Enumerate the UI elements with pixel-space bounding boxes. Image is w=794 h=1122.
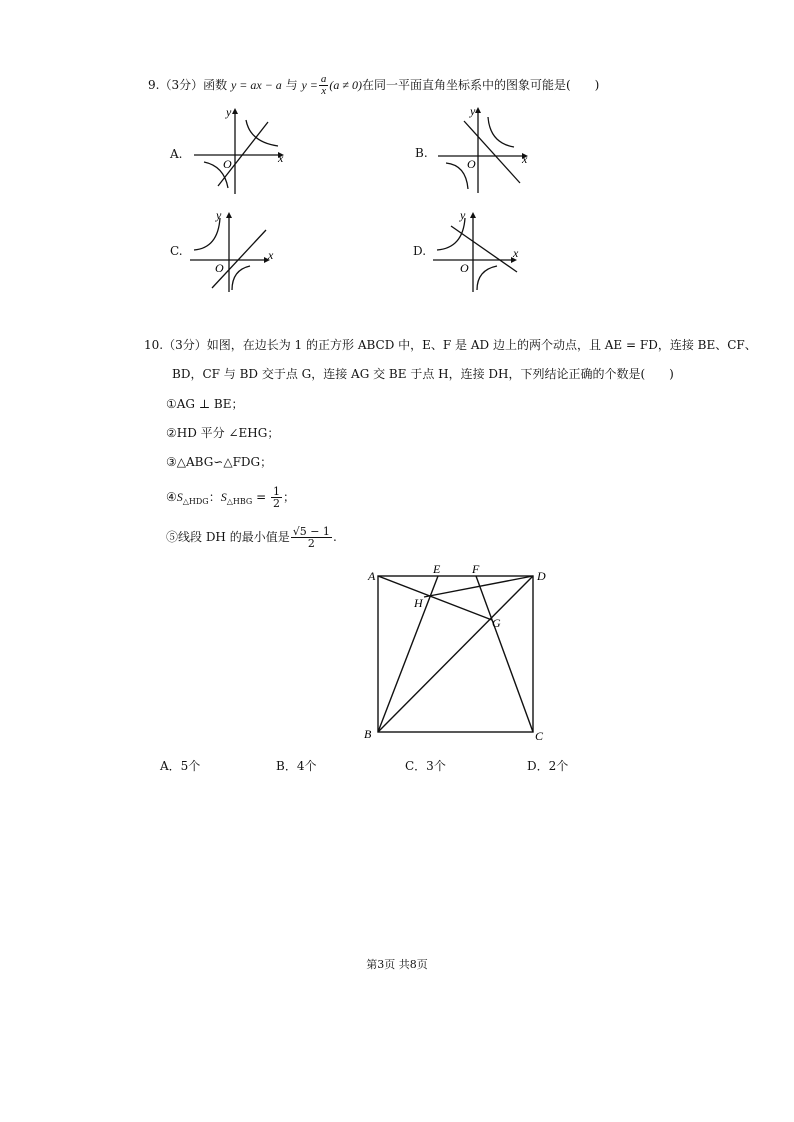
q10-label-a: A: [368, 569, 376, 583]
q10-answer-b[interactable]: B．4个: [276, 759, 317, 773]
q9-option-c-label[interactable]: C.: [170, 244, 183, 258]
q10-answer-d[interactable]: D．2个: [527, 759, 569, 773]
q9-d-origin: O: [460, 261, 469, 275]
q9-a-axis-x: x: [278, 151, 284, 165]
q9-function-1: y = ax − a: [230, 78, 282, 92]
q9-frac-num: a: [320, 73, 327, 85]
page-footer: 第3页 共8页: [366, 958, 428, 971]
q10-label-d: D: [537, 569, 546, 583]
q10-s4-area-b-sub: △HBG: [226, 497, 253, 506]
q10-s4-den: 2: [272, 497, 280, 510]
q9-option-b-graph[interactable]: [434, 105, 534, 197]
q9-option-b-label[interactable]: B.: [415, 146, 428, 160]
q9-b-axis-y: y: [470, 105, 476, 118]
q10-s5-end: .: [332, 530, 337, 544]
q10-answer-c[interactable]: C．3个: [405, 759, 446, 773]
q10-s5-prefix: ⑤线段 DH 的最小值是: [166, 530, 290, 544]
q10-statement-5: [166, 526, 337, 549]
q10-s4-area-a-sub: △HDG: [182, 497, 209, 506]
q10-statement-1: ①AG ⊥ BE；: [166, 397, 244, 411]
q10-answer-a[interactable]: A．5个: [160, 759, 201, 773]
q10-number: 10.: [144, 338, 164, 352]
q9-d-axis-x: x: [513, 246, 519, 260]
q9-option-d-graph[interactable]: [429, 204, 529, 296]
q10-s5-den: 2: [307, 537, 315, 550]
q10-label-h: H: [414, 596, 423, 610]
q10-statement-4: [166, 486, 295, 511]
q10-s4-prefix: ④: [166, 490, 177, 504]
q9-option-d-label[interactable]: D.: [413, 244, 427, 258]
q9-b-origin: O: [467, 157, 476, 171]
q10-s4-area-a: S: [176, 490, 183, 504]
q9-d-axis-y: y: [460, 208, 466, 222]
q9-condition: (a ≠ 0): [329, 78, 362, 92]
q10-s4-num: 1: [272, 485, 280, 498]
q9-number: 9.: [148, 78, 160, 92]
q10-s4-equals: =: [256, 490, 267, 504]
q10-line1: 如图，在边长为 1 的正方形 ABCD 中，E、F 是 AD 边上的两个动点，且 AE = FD，连接 BE、CF、: [206, 338, 757, 352]
q9-stem: [148, 74, 599, 97]
q10-stem-line-1: [144, 336, 757, 354]
q10-s4-area-b: S: [220, 490, 227, 504]
q10-s5-num: √5 − 1: [292, 525, 330, 538]
q10-statement-3: ③△ABG∽△FDG；: [166, 455, 273, 469]
q10-label-b: B: [364, 727, 372, 741]
q9-stem-suffix: 在同一平面直角坐标系中的图象可能是( ): [361, 78, 600, 92]
q9-a-origin: O: [223, 157, 232, 171]
q9-points: （3分）: [159, 78, 204, 92]
q10-statement-2: ②HD 平分 ∠EHG；: [166, 426, 280, 440]
q9-frac-den: x: [321, 85, 327, 97]
q9-option-c-graph[interactable]: [186, 204, 286, 296]
q9-stem-prefix: 函数: [203, 78, 228, 92]
q10-label-e: E: [433, 562, 441, 576]
q9-option-a-label[interactable]: A.: [170, 147, 183, 161]
q9-connector: 与: [285, 78, 298, 92]
q9-c-axis-x: x: [268, 248, 274, 262]
q10-label-g: G: [492, 616, 501, 630]
q10-s4-fraction: [271, 486, 282, 509]
q9-function-2-lhs: y =: [301, 78, 318, 92]
q10-s4-colon: ：: [208, 490, 221, 504]
q9-a-axis-y: y: [226, 106, 232, 119]
q9-function-2-fraction: [319, 74, 329, 97]
q10-stem-line-2: BD，CF 与 BD 交于点 G，连接 AG 交 BE 于点 H，连接 DH，下列结论正确的个数是( ): [172, 367, 674, 381]
q10-label-f: F: [472, 562, 480, 576]
q9-b-axis-x: x: [522, 152, 528, 166]
q10-s5-fraction: [291, 526, 332, 549]
q9-c-axis-y: y: [216, 208, 222, 222]
q9-c-origin: O: [215, 261, 224, 275]
q10-s4-end: ；: [282, 490, 295, 504]
q9-option-a-graph[interactable]: [190, 106, 290, 198]
q10-square-figure: [360, 560, 560, 749]
q10-label-c: C: [535, 729, 544, 743]
q10-points: （3分）: [163, 338, 207, 352]
